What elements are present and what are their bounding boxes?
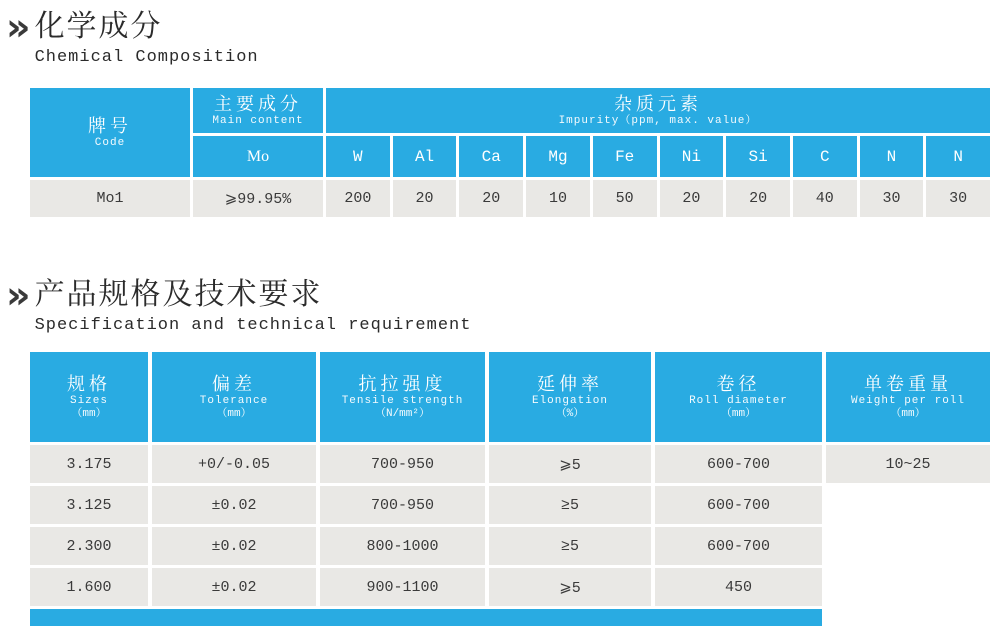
tolerance-header-cell: [152, 352, 316, 442]
impurity-value-cell: 20: [393, 180, 457, 217]
tensile-cell: 800-1000: [320, 527, 485, 565]
tolerance-cell: ±0.02: [152, 568, 316, 606]
main-element-header-cell: Mo: [193, 136, 323, 177]
main-value-cell: ⩾99.95%: [193, 180, 323, 217]
weight-merged-cell: 10~25: [826, 445, 990, 483]
element-header-cell: Si: [726, 136, 790, 177]
double-chevron-icon: »: [6, 5, 27, 49]
header-en: Sizes: [69, 395, 108, 407]
impurity-value-cell: 20: [459, 180, 523, 217]
section2-title: 产品规格及技术要求: [34, 278, 323, 311]
tensile-cell: 700-950: [320, 445, 485, 483]
element-header-cell: Fe: [593, 136, 657, 177]
roll-diameter-cell: 600-700: [655, 445, 822, 483]
roll-diameter-cell: 600-700: [655, 527, 822, 565]
header-cn: 偏差: [212, 374, 256, 394]
impurity-header-cell: [326, 88, 990, 133]
size-cell: 3.175: [30, 445, 148, 483]
size-cell: 1.600: [30, 568, 148, 606]
header-cn: 单卷重量: [864, 374, 952, 394]
element-header-cell: W: [326, 136, 390, 177]
element-header-cell: N: [860, 136, 924, 177]
roll-diameter-header-cell: [655, 352, 822, 442]
tolerance-cell: +0/-0.05: [152, 445, 316, 483]
header-cn: 规格: [67, 374, 111, 394]
elongation-cell: ⩾5: [489, 445, 651, 483]
header-unit: （N/mm²）: [374, 408, 430, 420]
header-unit: （mm）: [890, 408, 926, 420]
impurity-value-cell: 20: [660, 180, 724, 217]
header-en: Tensile strength: [341, 395, 464, 407]
table-row: [30, 180, 990, 217]
tolerance-cell: ±0.02: [152, 527, 316, 565]
impurity-value-cell: 50: [593, 180, 657, 217]
header-cn: 抗拉强度: [358, 374, 447, 394]
element-header-cell: N: [926, 136, 990, 177]
element-header-cell: Ni: [660, 136, 724, 177]
section2-subtitle: Specification and technical requirement: [34, 316, 472, 335]
elongation-cell: ⩾5: [489, 568, 651, 606]
impurity-cn: 杂质元素: [614, 94, 702, 114]
header-unit: （%）: [555, 408, 585, 420]
table-footer-bar: [30, 609, 822, 626]
size-cell: 3.125: [30, 486, 148, 524]
section2-heading: [6, 273, 472, 335]
main-content-cn: 主要成分: [214, 94, 302, 114]
code-value-cell: Mo1: [30, 180, 190, 217]
specification-table: [30, 352, 990, 626]
code-header-en: Code: [94, 137, 126, 149]
header-unit: （mm）: [71, 408, 107, 420]
impurity-value-cell: 200: [326, 180, 390, 217]
impurity-value-cell: 30: [860, 180, 924, 217]
element-header-cell: Mg: [526, 136, 590, 177]
elongation-header-cell: [489, 352, 651, 442]
impurity-value-cell: 30: [926, 180, 990, 217]
header-cn: 延伸率: [537, 374, 603, 394]
main-content-en: Main content: [212, 115, 304, 127]
section1-subtitle: Chemical Composition: [34, 48, 259, 67]
chemical-composition-table: [30, 88, 990, 217]
header-cn: 卷径: [716, 374, 761, 394]
header-en: Elongation: [531, 395, 608, 407]
code-header-cell: [30, 88, 190, 177]
weight-header-cell: [826, 352, 990, 442]
roll-diameter-cell: 600-700: [655, 486, 822, 524]
element-header-cell: Al: [393, 136, 457, 177]
element-header-cell: Ca: [459, 136, 523, 177]
tensile-cell: 900-1100: [320, 568, 485, 606]
header-en: Roll diameter: [689, 395, 788, 407]
header-unit: （mm）: [216, 408, 252, 420]
section1-heading: [6, 5, 259, 67]
impurity-value-cell: 20: [726, 180, 790, 217]
main-content-header-cell: [193, 88, 323, 133]
tensile-cell: 700-950: [320, 486, 485, 524]
section1-title: 化学成分: [34, 10, 163, 43]
tolerance-cell: ±0.02: [152, 486, 316, 524]
impurity-value-cell: 40: [793, 180, 857, 217]
double-chevron-icon: »: [6, 273, 27, 317]
impurity-value-cell: 10: [526, 180, 590, 217]
element-header-cell: C: [793, 136, 857, 177]
elongation-cell: ≥5: [489, 527, 651, 565]
roll-diameter-cell: 450: [655, 568, 822, 606]
header-en: Tolerance: [199, 395, 269, 407]
sizes-header-cell: [30, 352, 148, 442]
header-en: Weight per roll: [850, 395, 966, 407]
tensile-header-cell: [320, 352, 485, 442]
impurity-en: Impurity（ppm, max. value）: [558, 115, 758, 127]
size-cell: 2.300: [30, 527, 148, 565]
header-unit: （mm）: [720, 408, 757, 420]
code-header-cn: 牌号: [88, 116, 132, 136]
elongation-cell: ≥5: [489, 486, 651, 524]
